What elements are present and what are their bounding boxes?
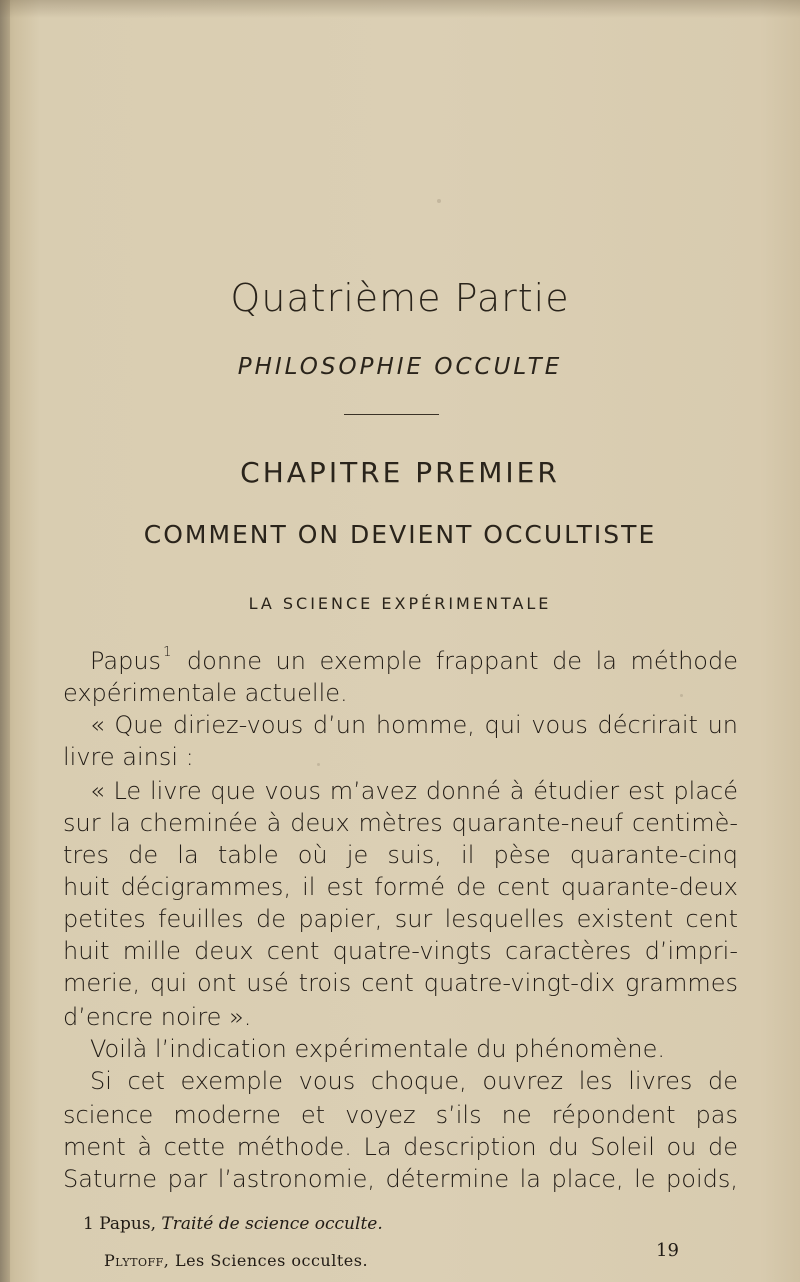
body-line: d’encre noire ». bbox=[63, 1003, 252, 1031]
footer-author: Plytoff, bbox=[104, 1251, 170, 1270]
body-line: Saturne par l’astronomie, détermine la place, le poids, bbox=[63, 1165, 738, 1193]
body-line: petites feuilles de papier, sur lesquelles existent cent bbox=[63, 905, 738, 933]
body-line: « Que diriez-vous d’un homme, qui vous décrirait un bbox=[90, 711, 738, 739]
body-line: tres de la table où je suis, il pèse quarante-cinq bbox=[63, 841, 738, 869]
footnote bbox=[83, 1214, 383, 1234]
footnote-author: Papus, bbox=[99, 1214, 157, 1234]
footer-book-title: Les Sciences occultes. bbox=[174, 1251, 369, 1270]
page-footer bbox=[104, 1251, 368, 1270]
body-line: Si cet exemple vous choque, ouvrez les livres de bbox=[90, 1067, 738, 1095]
body-line: huit mille deux cent quatre-vingts caractères d’impri- bbox=[63, 937, 738, 965]
body-line: merie, qui ont usé trois cent quatre-vingt-dix grammes bbox=[63, 969, 738, 997]
page-number: 19 bbox=[656, 1240, 679, 1261]
footnote-mark: 1 bbox=[83, 1214, 94, 1234]
body-line: « Le livre que vous m’avez donné à étudier est placé bbox=[90, 777, 738, 805]
body-line: ment à cette méthode. La description du Soleil ou de bbox=[63, 1133, 738, 1161]
footnote-title: Traité de science occulte. bbox=[161, 1214, 383, 1234]
paper-speck bbox=[437, 199, 441, 203]
body-line: huit décigrammes, il est formé de cent quarante-deux bbox=[63, 873, 738, 901]
part-subtitle: PHILOSOPHIE OCCULTE bbox=[237, 354, 563, 380]
body-line: Voilà l’indication expérimentale du phénomène. bbox=[90, 1035, 666, 1063]
body-text: Papus bbox=[90, 647, 162, 675]
body-line: expérimentale actuelle. bbox=[63, 679, 348, 707]
body-text: donne un exemple frappant de la méthode bbox=[186, 647, 738, 675]
section-title: LA SCIENCE EXPÉRIMENTALE bbox=[248, 594, 552, 613]
body-line: livre ainsi : bbox=[63, 743, 194, 771]
body-line: sur la cheminée à deux mètres quarante-neuf centimè- bbox=[63, 809, 738, 837]
chapter-title: CHAPITRE PREMIER bbox=[240, 456, 560, 489]
chapter-subtitle: COMMENT ON DEVIENT OCCULTISTE bbox=[143, 520, 657, 549]
title-rule bbox=[344, 414, 439, 415]
body-line: science moderne et voyez s’ils ne répondent pas bbox=[63, 1101, 738, 1129]
part-title: Quatrième Partie bbox=[230, 276, 570, 320]
footnote-reference: 1 bbox=[163, 646, 172, 660]
body-line bbox=[90, 646, 738, 676]
